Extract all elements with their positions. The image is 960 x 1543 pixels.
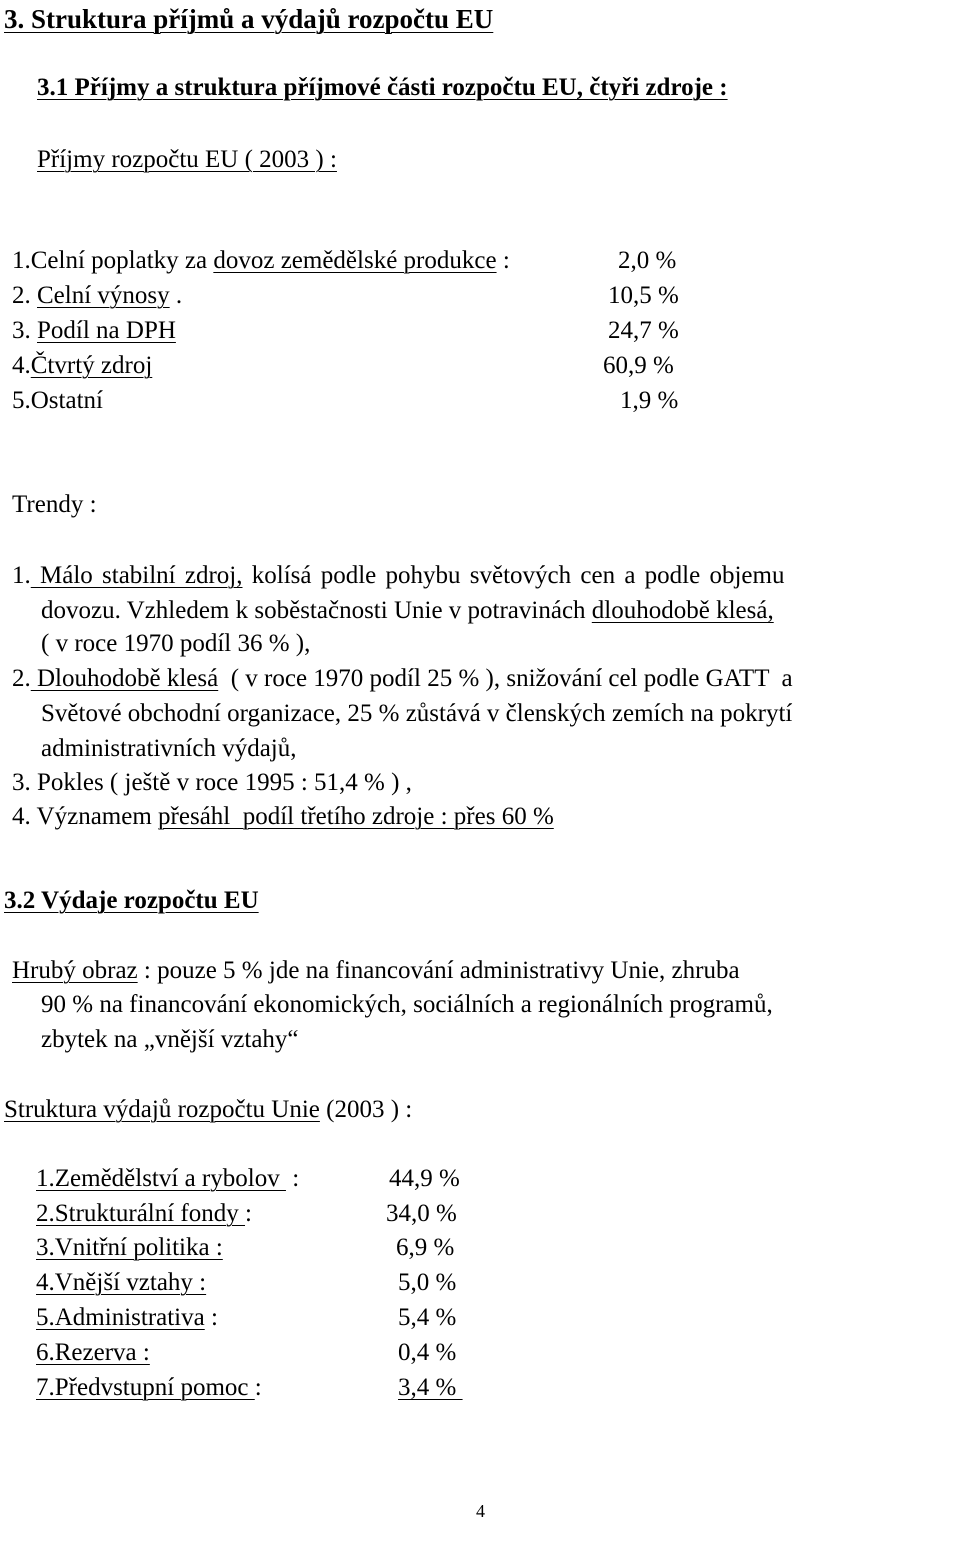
section-3-1-heading: 3.1 Příjmy a struktura příjmové části rozpočtu EU, čtyři zdroje : bbox=[37, 74, 728, 101]
income-item-num: 1. bbox=[12, 247, 31, 274]
expense-item-label: 6.Rezerva : bbox=[36, 1339, 150, 1366]
expense-structure-title bbox=[4, 1095, 412, 1125]
page-title: 3. Struktura příjmů a výdajů rozpočtu EU bbox=[4, 4, 494, 34]
income-item-label-underlined: Celní výnosy bbox=[37, 282, 170, 309]
income-item-value: 1,9 % bbox=[620, 387, 679, 414]
income-item-num: 2. bbox=[12, 282, 37, 309]
trend-underlined: Málo stabilní zdroj, bbox=[30, 562, 243, 589]
expense-item-value: 34,0 % bbox=[386, 1200, 457, 1227]
rough-line-2: 90 % na financování ekonomických, sociálních a regionálních programů, bbox=[41, 991, 773, 1018]
expense-item-sep: : bbox=[245, 1200, 252, 1227]
expense-item bbox=[36, 1233, 223, 1263]
expense-item-label: 1.Zemědělství a rybolov bbox=[36, 1165, 286, 1192]
income-item-sep: . bbox=[169, 282, 183, 309]
income-item-label-underlined: Čtvrtý zdroj bbox=[30, 352, 153, 379]
income-title: Příjmy rozpočtu EU ( 2003 ) : bbox=[37, 146, 337, 173]
rough-line-3: zbytek na „vnější vztahy“ bbox=[41, 1026, 299, 1053]
income-item-label-underlined: dovoz zemědělské produkce bbox=[213, 247, 497, 274]
trend-1-line-2 bbox=[41, 596, 774, 626]
income-item-value: 10,5 % bbox=[608, 282, 679, 309]
trend-2-line-1 bbox=[12, 664, 793, 694]
income-item-label: Celní poplatky za bbox=[30, 247, 214, 274]
expense-item-sep: : bbox=[254, 1374, 262, 1401]
expense-item-sep: : bbox=[204, 1304, 218, 1331]
expense-item-value: 6,9 % bbox=[396, 1234, 455, 1261]
expense-item-label: 5.Administrativa bbox=[36, 1304, 205, 1331]
income-item-value: 24,7 % bbox=[608, 317, 679, 344]
income-item-label-underlined: Podíl na DPH bbox=[37, 317, 176, 344]
expense-item-label: 4.Vnější vztahy : bbox=[36, 1269, 207, 1296]
rough-label: Hrubý obraz bbox=[12, 957, 138, 984]
trend-text: dovozu. Vzhledem k soběstačnosti Unie v potravinách bbox=[41, 597, 592, 624]
trend-underlined: přesáhl podíl třetího zdroje : přes 60 % bbox=[158, 803, 554, 830]
trend-underlined: dlouhodobě klesá, bbox=[591, 597, 774, 624]
trend-text: kolísá podle pohybu světových cen a podle objemu bbox=[242, 562, 785, 589]
income-item bbox=[12, 281, 182, 311]
income-item-sep: : bbox=[496, 247, 510, 274]
expense-item bbox=[36, 1164, 299, 1194]
expense-item-value: 44,9 % bbox=[389, 1165, 460, 1192]
expense-item bbox=[36, 1303, 218, 1333]
expense-item bbox=[36, 1373, 262, 1403]
rough-text: : pouze 5 % jde na financování administrativy Unie, zhruba bbox=[137, 957, 740, 984]
section-3-2-heading: 3.2 Výdaje rozpočtu EU bbox=[4, 887, 259, 914]
trend-3: 3. Pokles ( ještě v roce 1995 : 51,4 % ) , bbox=[12, 769, 412, 796]
trend-num: 2. bbox=[12, 665, 31, 692]
expense-item bbox=[36, 1338, 150, 1368]
expense-item-sep: : bbox=[285, 1165, 300, 1192]
income-item-value: 2,0 % bbox=[618, 247, 677, 274]
income-item-num: 5. bbox=[12, 387, 31, 414]
trends-title: Trendy : bbox=[12, 491, 97, 518]
rough-line-1 bbox=[12, 956, 740, 986]
structure-label: Struktura výdajů rozpočtu Unie bbox=[4, 1096, 320, 1123]
expense-item-value: 0,4 % bbox=[398, 1339, 457, 1366]
page-number: 4 bbox=[476, 1501, 485, 1521]
trend-text: ( v roce 1970 podíl 25 % ), snižování cel podle GATT a bbox=[218, 665, 793, 692]
trend-underlined: Dlouhodobě klesá bbox=[30, 665, 219, 692]
trend-2-line-3: administrativních výdajů, bbox=[41, 735, 297, 762]
trend-num: 1. bbox=[12, 562, 31, 589]
trend-4 bbox=[12, 802, 554, 832]
income-item bbox=[12, 246, 510, 276]
trend-text: 4. Významem bbox=[12, 803, 159, 830]
trend-1-line-1 bbox=[12, 561, 784, 591]
expense-item bbox=[36, 1199, 252, 1229]
income-item bbox=[12, 351, 152, 381]
expense-item bbox=[36, 1268, 206, 1298]
expense-item-value: 5,0 % bbox=[398, 1269, 457, 1296]
income-item-label: Ostatní bbox=[30, 387, 103, 414]
trend-1-line-3: ( v roce 1970 podíl 36 % ), bbox=[41, 630, 311, 657]
expense-item-value: 5,4 % bbox=[398, 1304, 457, 1331]
structure-year: (2003 ) : bbox=[319, 1096, 413, 1123]
income-item-num: 4. bbox=[12, 352, 31, 379]
income-item-value: 60,9 % bbox=[603, 352, 674, 379]
expense-item-label: 2.Strukturální fondy bbox=[36, 1200, 246, 1227]
expense-item-value: 3,4 % bbox=[398, 1374, 463, 1401]
expense-item-label: 3.Vnitřní politika : bbox=[36, 1234, 223, 1261]
income-item bbox=[12, 316, 176, 346]
expense-item-label: 7.Předvstupní pomoc bbox=[36, 1374, 255, 1401]
income-item-num: 3. bbox=[12, 317, 37, 344]
income-item bbox=[12, 386, 103, 416]
trend-2-line-2: Světové obchodní organizace, 25 % zůstává v členských zemích na pokrytí bbox=[41, 700, 793, 727]
